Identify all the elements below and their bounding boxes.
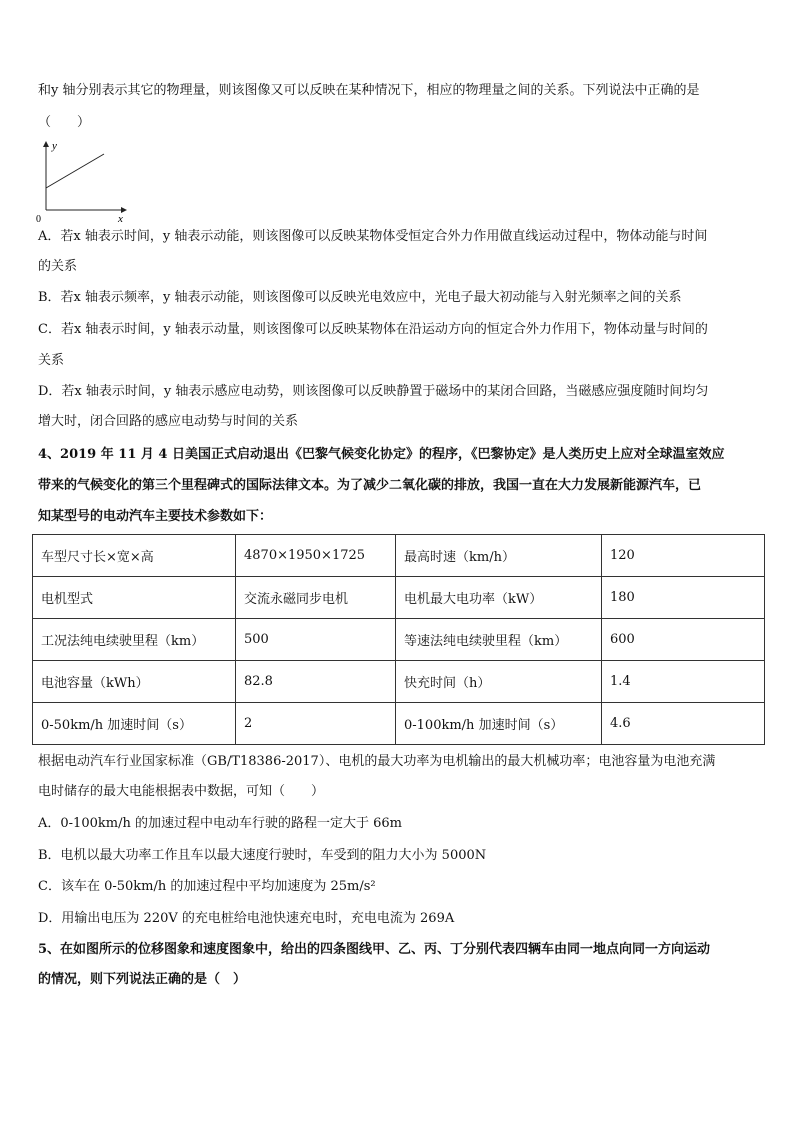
- origin-label: 0: [36, 214, 41, 224]
- q4-stem-line2: 带来的气候变化的第三个里程碑式的国际法律文本。为了减少二氧化碳的排放，我国一直在大力发展新能源汽车，已: [38, 478, 702, 493]
- q3-option-a-line2: 的关系: [38, 259, 78, 274]
- q4-option-d: D．用输出电压为 220V 的充电桩给电池快速充电时，充电电流为 269A: [38, 911, 455, 926]
- q4-stem-line3: 知某型号的电动汽车主要技术参数如下：: [38, 509, 273, 524]
- x-axis-label: x: [118, 213, 123, 224]
- table-cell: 0-100km/h 加速时间（s）: [396, 703, 602, 745]
- q4-note-line1: 根据电动汽车行业国家标准（GB/T18386-2017）、电机的最大功率为电机输出的最大机械功率；电池容量为电池充满: [38, 754, 716, 769]
- q3-option-c-line2: 关系: [38, 353, 65, 368]
- q4-stem-line1: 4、2019 年 11 月 4 日美国正式启动退出《巴黎气候变化协定》的程序，《巴黎协定》是人类历史上应对全球温室效应: [38, 447, 725, 462]
- table-cell: 电池容量（kWh）: [33, 661, 236, 703]
- table-cell: 交流永磁同步电机: [236, 577, 396, 619]
- table-cell: 最高时速（km/h）: [396, 535, 602, 577]
- table-row: [33, 577, 765, 619]
- table-cell: 500: [236, 619, 396, 661]
- y-axis-label: y: [52, 140, 57, 152]
- ev-parameters-table: [32, 534, 765, 745]
- q3-intro-line: 和y 轴分别表示其它的物理量，则该图像又可以反映在某种情况下，相应的物理量之间的关系。下列说法中正确的是: [38, 83, 700, 98]
- table-cell: 4870×1950×1725: [236, 535, 396, 577]
- table-cell: 1.4: [602, 661, 765, 703]
- q4-option-c: C．该车在 0-50km/h 的加速过程中平均加速度为 25m/s²: [38, 879, 376, 894]
- q5-stem-line2: 的情况，则下列说法正确的是（ ）: [38, 972, 247, 987]
- table-cell: 2: [236, 703, 396, 745]
- q3-option-a-line1: A．若x 轴表示时间，y 轴表示动能，则该图像可以反映某物体受恒定合外力作用做直线运动过程中，物体动能与时间: [38, 229, 708, 244]
- q3-linear-graph: [34, 138, 134, 224]
- table-cell: 电机最大电功率（kW）: [396, 577, 602, 619]
- q4-note-line2: 电时储存的最大电能根据表中数据，可知（ ）: [38, 784, 325, 799]
- q3-option-c-line1: C．若x 轴表示时间，y 轴表示动量，则该图像可以反映某物体在沿运动方向的恒定合外力作用下，物体动量与时间的: [38, 322, 708, 337]
- table-cell: 180: [602, 577, 765, 619]
- table-cell: 82.8: [236, 661, 396, 703]
- table-cell: 电机型式: [33, 577, 236, 619]
- table-cell: 车型尺寸长×宽×高: [33, 535, 236, 577]
- table-row: [33, 661, 765, 703]
- q4-option-b: B．电机以最大功率工作且车以最大速度行驶时，车受到的阻力大小为 5000N: [38, 848, 487, 863]
- table-row: [33, 619, 765, 661]
- q3-answer-bracket: （ ）: [38, 115, 91, 130]
- q4-option-a: A．0-100km/h 的加速过程中电动车行驶的路程一定大于 66m: [38, 816, 402, 831]
- graph-line: [46, 154, 104, 188]
- table-row: [33, 703, 765, 745]
- table-cell: 工况法纯电续驶里程（km）: [33, 619, 236, 661]
- q3-option-d-line1: D．若x 轴表示时间，y 轴表示感应电动势，则该图像可以反映静置于磁场中的某闭合回路，当磁感应强度随时间均匀: [38, 384, 709, 399]
- table-cell: 0-50km/h 加速时间（s）: [33, 703, 236, 745]
- table-row: [33, 535, 765, 577]
- table-cell: 120: [602, 535, 765, 577]
- table-cell: 快充时间（h）: [396, 661, 602, 703]
- table-cell: 600: [602, 619, 765, 661]
- q3-option-b: B．若x 轴表示频率，y 轴表示动能，则该图像可以反映光电效应中，光电子最大初动能与入射光频率之间的关系: [38, 290, 682, 305]
- q3-option-d-line2: 增大时，闭合回路的感应电动势与时间的关系: [38, 414, 299, 429]
- table-cell: 4.6: [602, 703, 765, 745]
- table-cell: 等速法纯电续驶里程（km）: [396, 619, 602, 661]
- q5-stem-line1: 5、在如图所示的位移图象和速度图象中，给出的四条图线甲、乙、丙、丁分别代表四辆车由同一地点向同一方向运动: [38, 942, 711, 957]
